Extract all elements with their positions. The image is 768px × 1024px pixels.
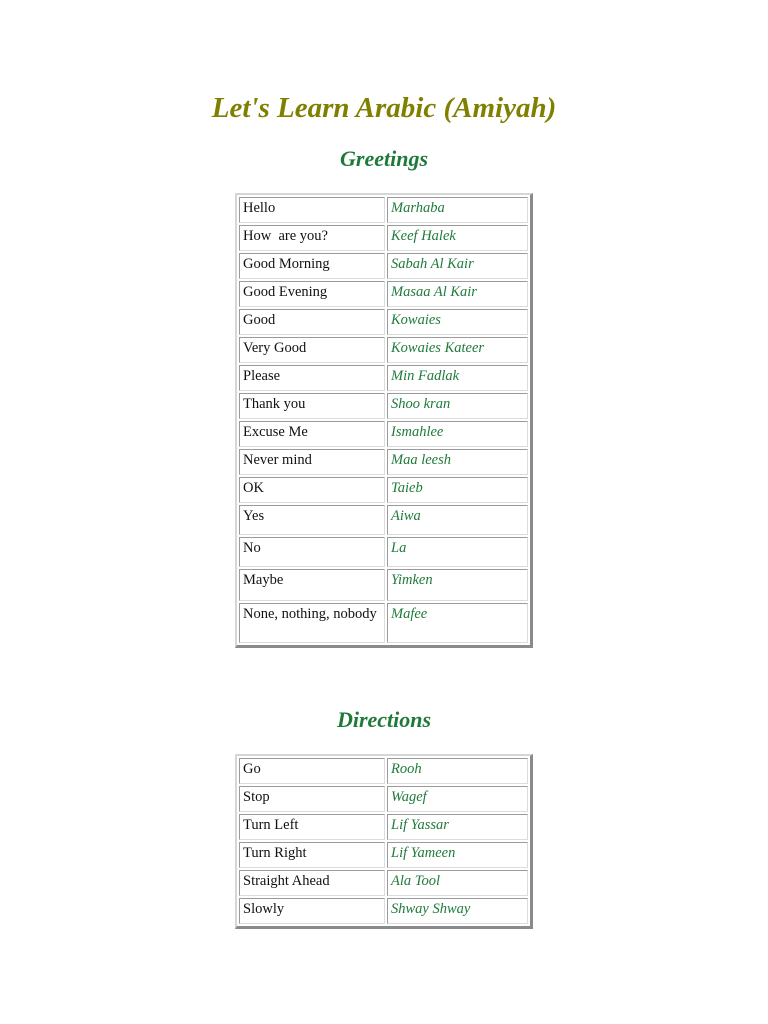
arabic-phrase: Kowaies Kateer: [387, 337, 528, 363]
english-phrase: Straight Ahead: [239, 870, 385, 896]
english-phrase: How are you?: [239, 225, 385, 251]
directions-heading: Directions: [336, 707, 432, 732]
english-phrase: Very Good: [239, 337, 385, 363]
english-phrase: Hello: [239, 197, 385, 223]
english-phrase: Turn Left: [239, 814, 385, 840]
table-row: [239, 365, 528, 391]
english-phrase: Turn Right: [239, 842, 385, 868]
table-row: [239, 842, 528, 868]
arabic-phrase: Sabah Al Kair: [387, 253, 528, 279]
table-row: [239, 309, 528, 335]
table-row: [239, 505, 528, 535]
english-phrase: Slowly: [239, 898, 385, 924]
arabic-phrase: Taieb: [387, 477, 528, 503]
english-phrase: Maybe: [239, 569, 385, 601]
table-row: [239, 449, 528, 475]
english-phrase: Never mind: [239, 449, 385, 475]
table-row: [239, 253, 528, 279]
english-phrase: Good: [239, 309, 385, 335]
greetings-table: [235, 193, 533, 648]
arabic-phrase: Maa leesh: [387, 449, 528, 475]
arabic-phrase: Lif Yassar: [387, 814, 528, 840]
english-phrase: Yes: [239, 505, 385, 535]
directions-table: [235, 754, 533, 929]
arabic-phrase: Shoo kran: [387, 393, 528, 419]
table-row: [239, 814, 528, 840]
table-row: [239, 337, 528, 363]
table-row: [239, 421, 528, 447]
english-phrase: No: [239, 537, 385, 567]
arabic-phrase: Shway Shway: [387, 898, 528, 924]
table-row: [239, 870, 528, 896]
table-row: [239, 197, 528, 223]
arabic-phrase: Min Fadlak: [387, 365, 528, 391]
english-phrase: None, nothing, nobody: [239, 603, 385, 643]
arabic-phrase: Ala Tool: [387, 870, 528, 896]
english-phrase: Stop: [239, 786, 385, 812]
greetings-heading: Greetings: [340, 146, 428, 171]
english-phrase: Please: [239, 365, 385, 391]
arabic-phrase: Kowaies: [387, 309, 528, 335]
english-phrase: Excuse Me: [239, 421, 385, 447]
table-row: [239, 603, 528, 643]
arabic-phrase: Rooh: [387, 758, 528, 784]
arabic-phrase: Aiwa: [387, 505, 528, 535]
table-row: [239, 225, 528, 251]
arabic-phrase: Lif Yameen: [387, 842, 528, 868]
arabic-phrase: Masaa Al Kair: [387, 281, 528, 307]
arabic-phrase: Mafee: [387, 603, 528, 643]
arabic-phrase: Keef Halek: [387, 225, 528, 251]
english-phrase: OK: [239, 477, 385, 503]
english-phrase: Good Morning: [239, 253, 385, 279]
english-phrase: Thank you: [239, 393, 385, 419]
arabic-phrase: Ismahlee: [387, 421, 528, 447]
arabic-phrase: Wagef: [387, 786, 528, 812]
arabic-phrase: La: [387, 537, 528, 567]
table-row: [239, 281, 528, 307]
table-row: [239, 569, 528, 601]
arabic-phrase: Yimken: [387, 569, 528, 601]
page-title: Let's Learn Arabic (Amiyah): [211, 92, 557, 124]
table-row: [239, 786, 528, 812]
table-row: [239, 758, 528, 784]
table-row: [239, 393, 528, 419]
arabic-phrase: Marhaba: [387, 197, 528, 223]
table-row: [239, 477, 528, 503]
table-row: [239, 537, 528, 567]
english-phrase: Good Evening: [239, 281, 385, 307]
english-phrase: Go: [239, 758, 385, 784]
table-row: [239, 898, 528, 924]
